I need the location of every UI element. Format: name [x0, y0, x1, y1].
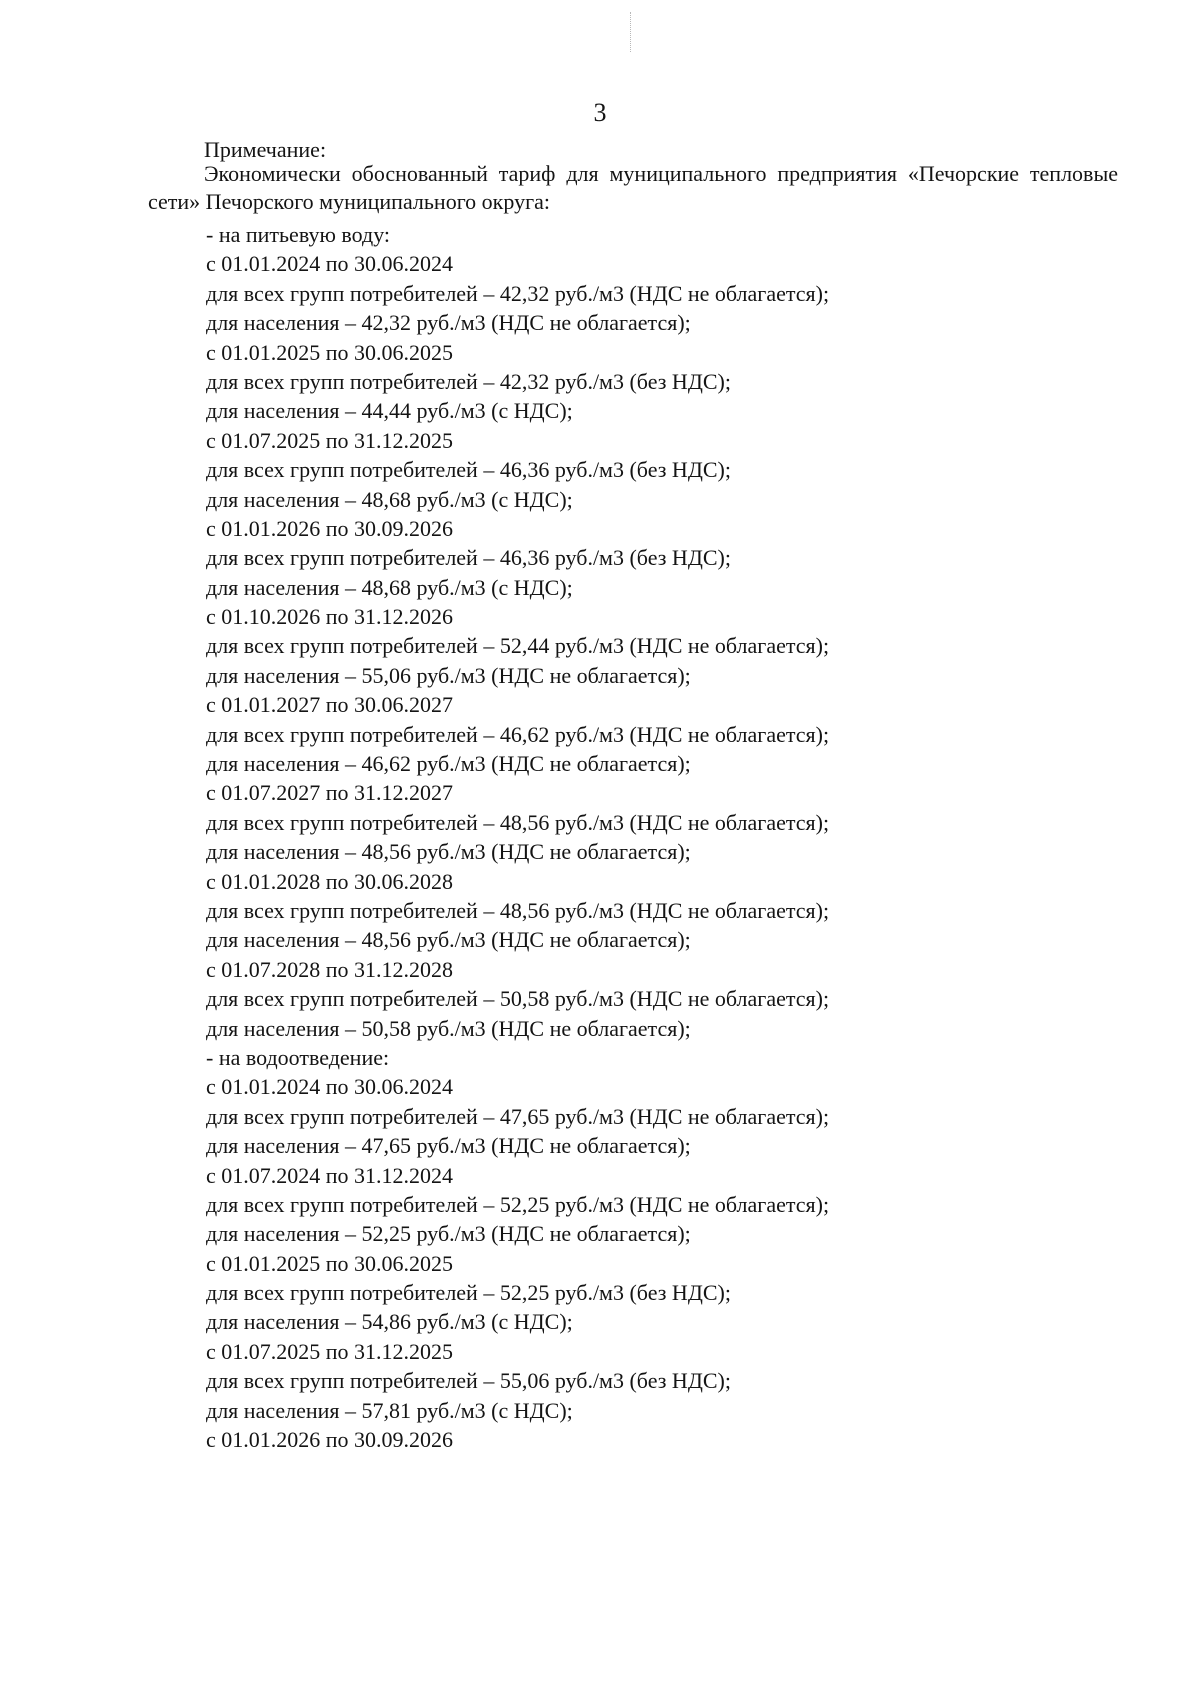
- tariff-line: - на питьевую воду:: [206, 222, 391, 247]
- tariff-line: для всех групп потребителей – 52,25 руб./м3 (без НДС);: [206, 1280, 731, 1306]
- tariff-lines: [206, 220, 1166, 1454]
- tariff-line: для населения – 44,44 руб./м3 (с НДС);: [206, 398, 573, 424]
- tariff-line: с 01.01.2024 по 30.06.2024: [206, 1074, 454, 1100]
- page-number: 3: [593, 98, 607, 127]
- tariff-line: для населения – 50,58 руб./м3 (НДС не облагается);: [206, 1015, 691, 1041]
- tariff-line: для всех групп потребителей – 46,62 руб./м3 (НДС не облагается);: [206, 721, 830, 747]
- tariff-line: для всех групп потребителей – 46,36 руб./м3 (без НДС);: [206, 457, 731, 483]
- tariff-line: для всех групп потребителей – 52,25 руб./м3 (НДС не облагается);: [206, 1191, 830, 1217]
- tariff-line: для всех групп потребителей – 46,36 руб./м3 (без НДС);: [206, 545, 731, 571]
- tariff-line: для населения – 46,62 руб./м3 (НДС не облагается);: [206, 751, 691, 777]
- tariff-line: для всех групп потребителей – 48,56 руб./м3 (НДС не облагается);: [206, 809, 830, 835]
- tariff-line: с 01.07.2028 по 31.12.2028: [206, 956, 454, 982]
- tariff-line: с 01.01.2025 по 30.06.2025: [206, 339, 454, 365]
- tariff-line: для населения – 52,25 руб./м3 (НДС не облагается);: [206, 1221, 691, 1247]
- tariff-line: для всех групп потребителей – 42,32 руб./м3 (НДС не облагается);: [206, 280, 830, 306]
- tariff-line: для населения – 48,68 руб./м3 (с НДС);: [206, 574, 573, 600]
- tariff-line: для населения – 48,68 руб./м3 (с НДС);: [206, 486, 573, 512]
- tariff-line: - на водоотведение:: [206, 1044, 390, 1070]
- tariff-line: с 01.01.2025 по 30.06.2025: [206, 1250, 454, 1276]
- tariff-line: с 01.07.2025 по 31.12.2025: [206, 1338, 454, 1364]
- tariff-line: для всех групп потребителей – 50,58 руб./м3 (НДС не облагается);: [206, 986, 830, 1012]
- tariff-line: для всех групп потребителей – 55,06 руб./м3 (без НДС);: [206, 1368, 731, 1394]
- tariff-line: для всех групп потребителей – 48,56 руб./м3 (НДС не облагается);: [206, 897, 830, 923]
- tariff-line: для всех групп потребителей – 52,44 руб./м3 (НДС не облагается);: [206, 633, 830, 659]
- scan-artifact-mark: [630, 12, 637, 52]
- tariff-line: с 01.01.2026 по 30.09.2026: [206, 1427, 454, 1453]
- intro-paragraph: Экономически обоснованный тариф для муниципального предприятия «Печорские тепловые сети» Печорского муниципального округа:: [148, 161, 1118, 214]
- tariff-line: с 01.07.2027 по 31.12.2027: [206, 780, 454, 806]
- tariff-line: с 01.07.2024 по 31.12.2024: [206, 1162, 454, 1188]
- tariff-line: для всех групп потребителей – 42,32 руб./м3 (без НДС);: [206, 368, 731, 394]
- tariff-line: с 01.01.2028 по 30.06.2028: [206, 868, 454, 894]
- tariff-line: с 01.01.2026 по 30.09.2026: [206, 515, 454, 541]
- tariff-line: с 01.01.2024 по 30.06.2024: [206, 251, 454, 277]
- note-title: Примечание:: [204, 137, 327, 162]
- tariff-line: для населения – 57,81 руб./м3 (с НДС);: [206, 1397, 573, 1423]
- tariff-line: с 01.10.2026 по 31.12.2026: [206, 604, 454, 630]
- tariff-line: с 01.07.2025 по 31.12.2025: [206, 427, 454, 453]
- tariff-line: для населения – 42,32 руб./м3 (НДС не облагается);: [206, 310, 691, 336]
- tariff-line: для всех групп потребителей – 47,65 руб./м3 (НДС не облагается);: [206, 1103, 830, 1129]
- tariff-line: для населения – 55,06 руб./м3 (НДС не облагается);: [206, 662, 691, 688]
- tariff-line: для населения – 48,56 руб./м3 (НДС не облагается);: [206, 839, 691, 865]
- tariff-line: для населения – 54,86 руб./м3 (с НДС);: [206, 1309, 573, 1335]
- tariff-line: для населения – 48,56 руб./м3 (НДС не облагается);: [206, 927, 691, 953]
- tariff-line: с 01.01.2027 по 30.06.2027: [206, 692, 454, 718]
- tariff-line: для населения – 47,65 руб./м3 (НДС не облагается);: [206, 1133, 691, 1159]
